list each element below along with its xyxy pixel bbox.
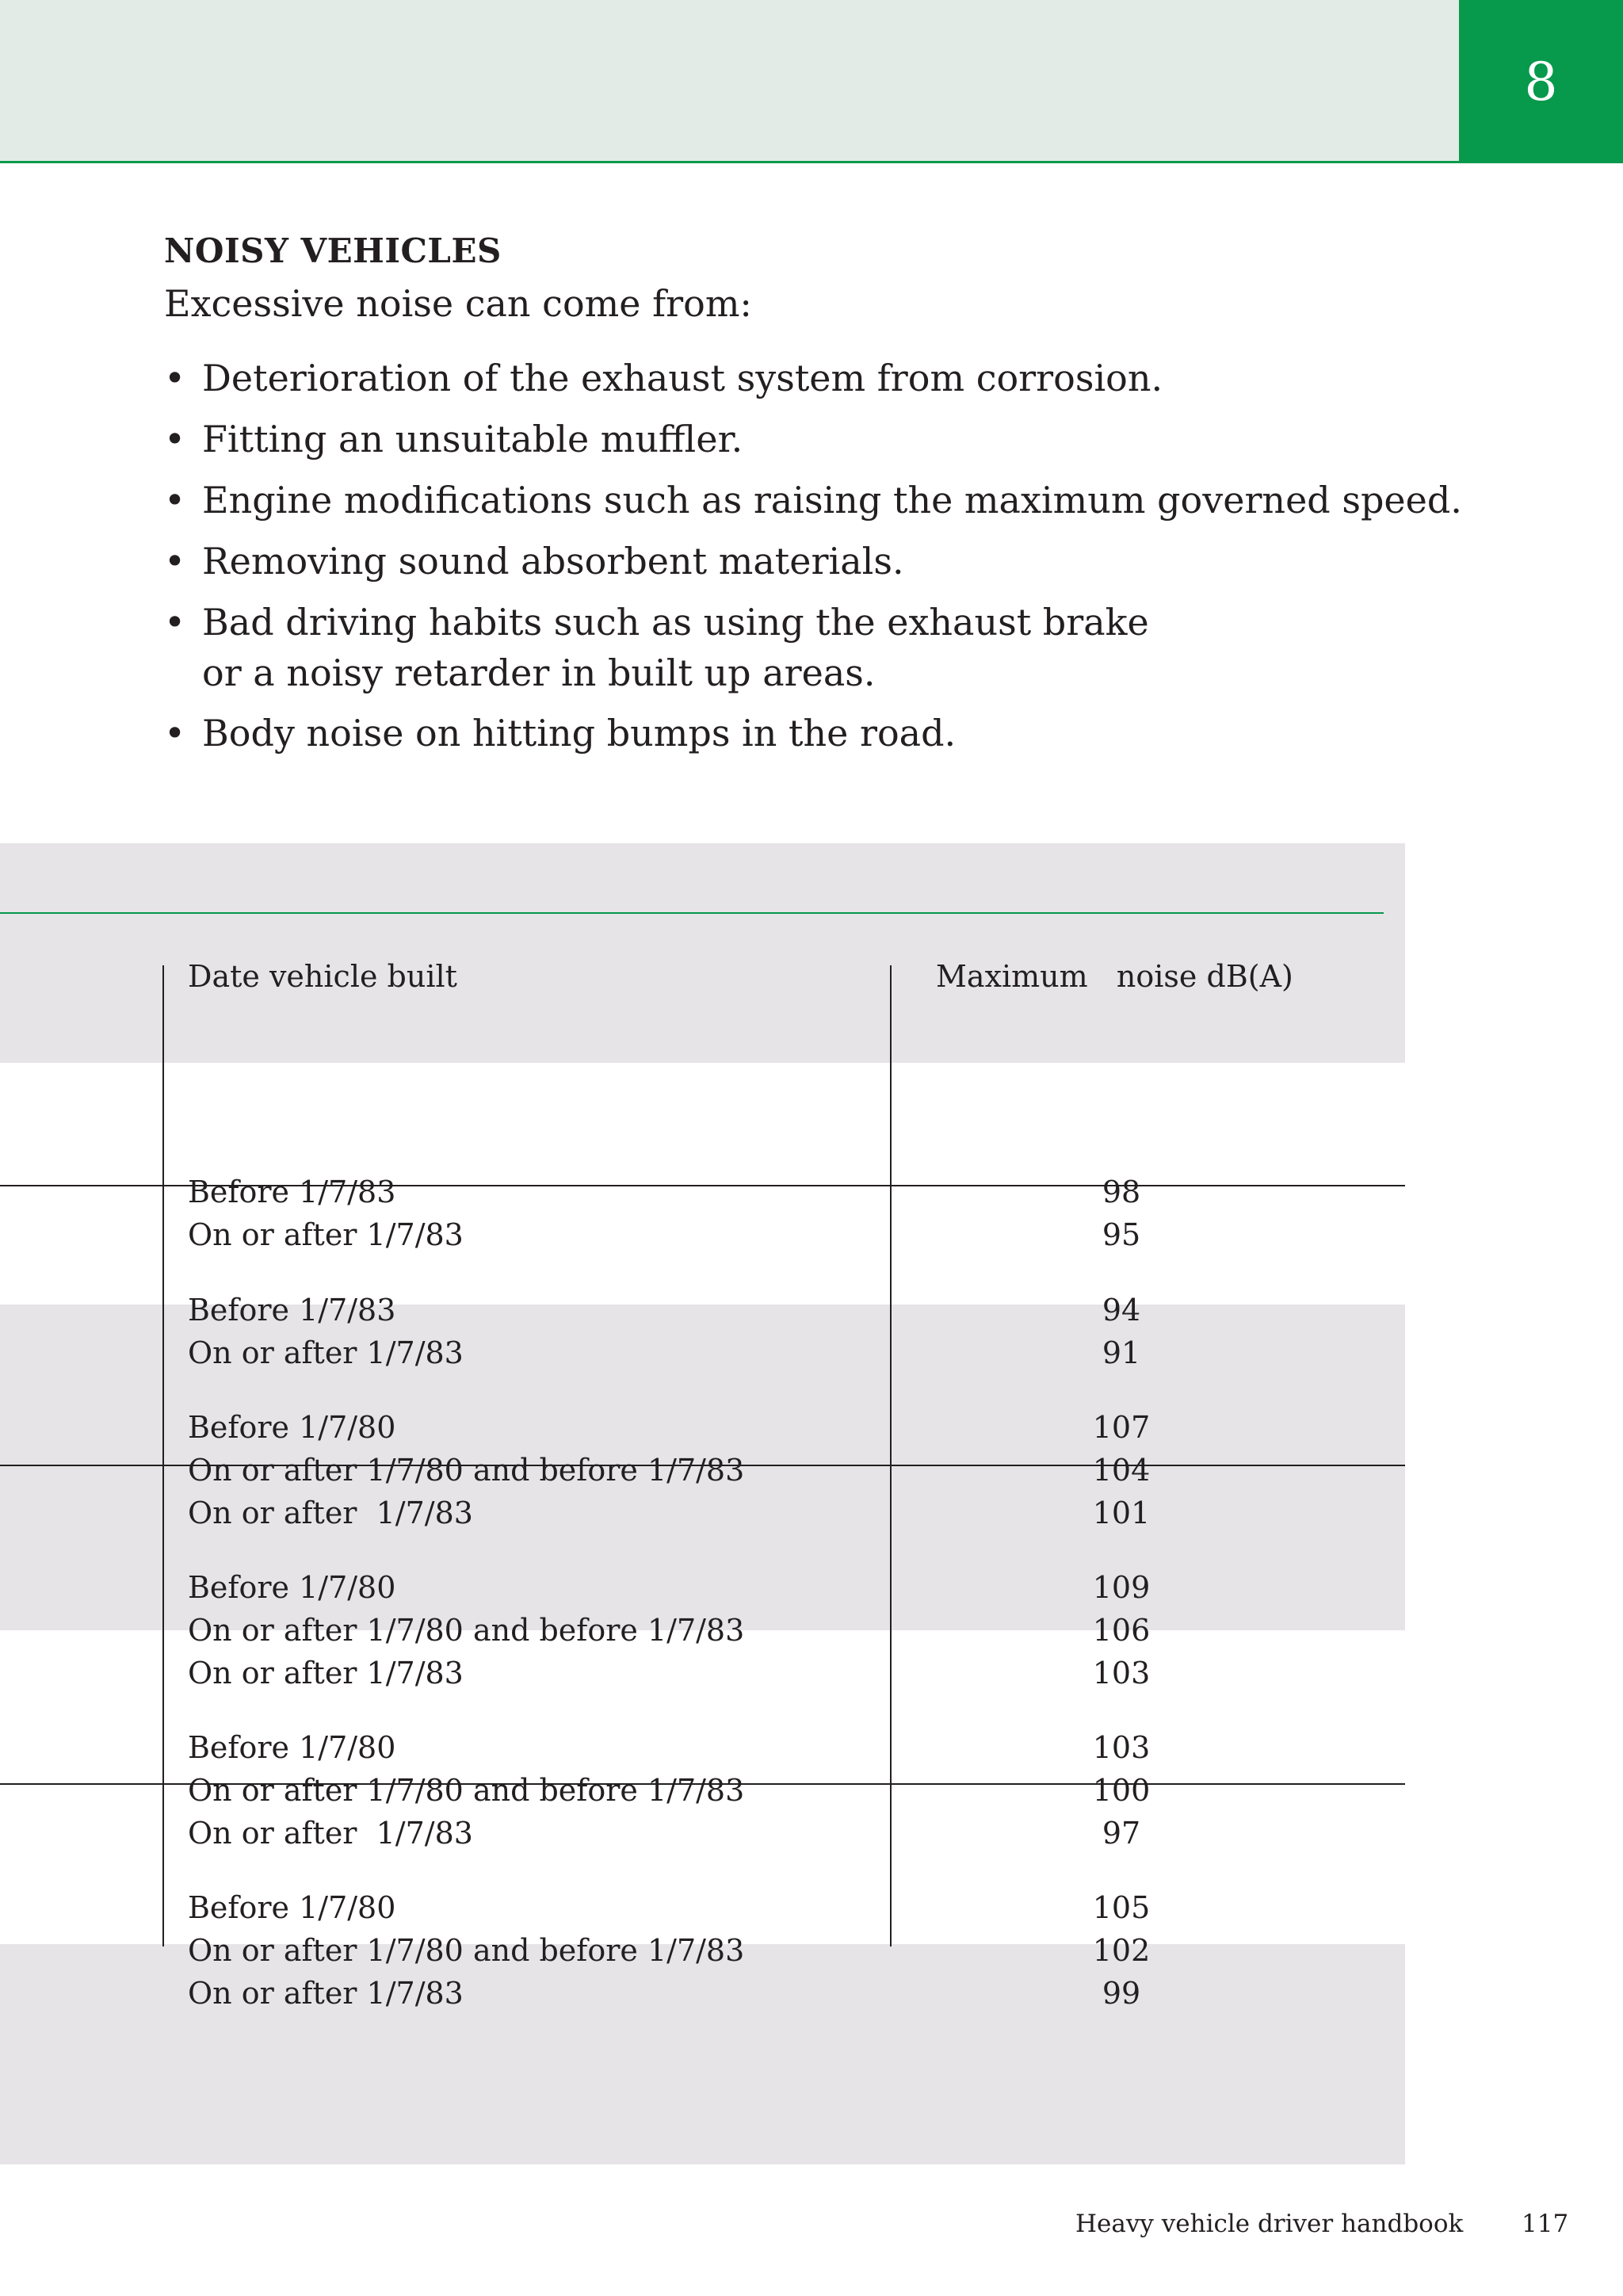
table-row-noise: 98 95	[1102, 1175, 1141, 1252]
column-divider-left	[162, 965, 164, 1946]
chapter-number: 8	[1524, 51, 1558, 113]
table-row-dates: Before 1/7/83 On or after 1/7/83	[188, 1175, 464, 1252]
table-row-noise: 94 91	[1102, 1293, 1141, 1370]
page-number: 117	[1522, 2210, 1569, 2238]
table-row-noise: 107 104 101	[1092, 1410, 1151, 1530]
table-row-dates: Before 1/7/80 On or after 1/7/80 and before 1/7/83 On or after 1/7/83	[188, 1570, 745, 1690]
table-row-noise: 109 106 103	[1092, 1570, 1151, 1690]
column-divider-middle	[890, 965, 892, 1946]
section-intro: Excessive noise can come from:	[164, 282, 752, 325]
table-row-dates: Before 1/7/80 On or after 1/7/80 and before 1/7/83 On or after 1/7/83	[188, 1410, 745, 1530]
header-divider	[0, 161, 1623, 163]
table-row-noise: 103 100 97	[1092, 1730, 1151, 1851]
section-title: NOISY VEHICLES	[164, 231, 502, 270]
table-top-rule	[0, 912, 1384, 914]
table-row-dates: Before 1/7/80 On or after 1/7/80 and before 1/7/83 On or after 1/7/83	[188, 1890, 745, 2011]
table-row-dates: Before 1/7/80 On or after 1/7/80 and before 1/7/83 On or after 1/7/83	[188, 1730, 745, 1851]
footer-title: Heavy vehicle driver handbook	[1075, 2210, 1464, 2238]
chapter-number-tab	[1459, 0, 1623, 163]
table-row-noise: 105 102 99	[1092, 1890, 1151, 2011]
column-header-date: Date vehicle built	[188, 959, 457, 994]
header-band	[0, 0, 1459, 162]
column-header-noise: Maximum noise dB(A)	[936, 959, 1293, 994]
table-row-dates: Before 1/7/83 On or after 1/7/83	[188, 1293, 464, 1370]
